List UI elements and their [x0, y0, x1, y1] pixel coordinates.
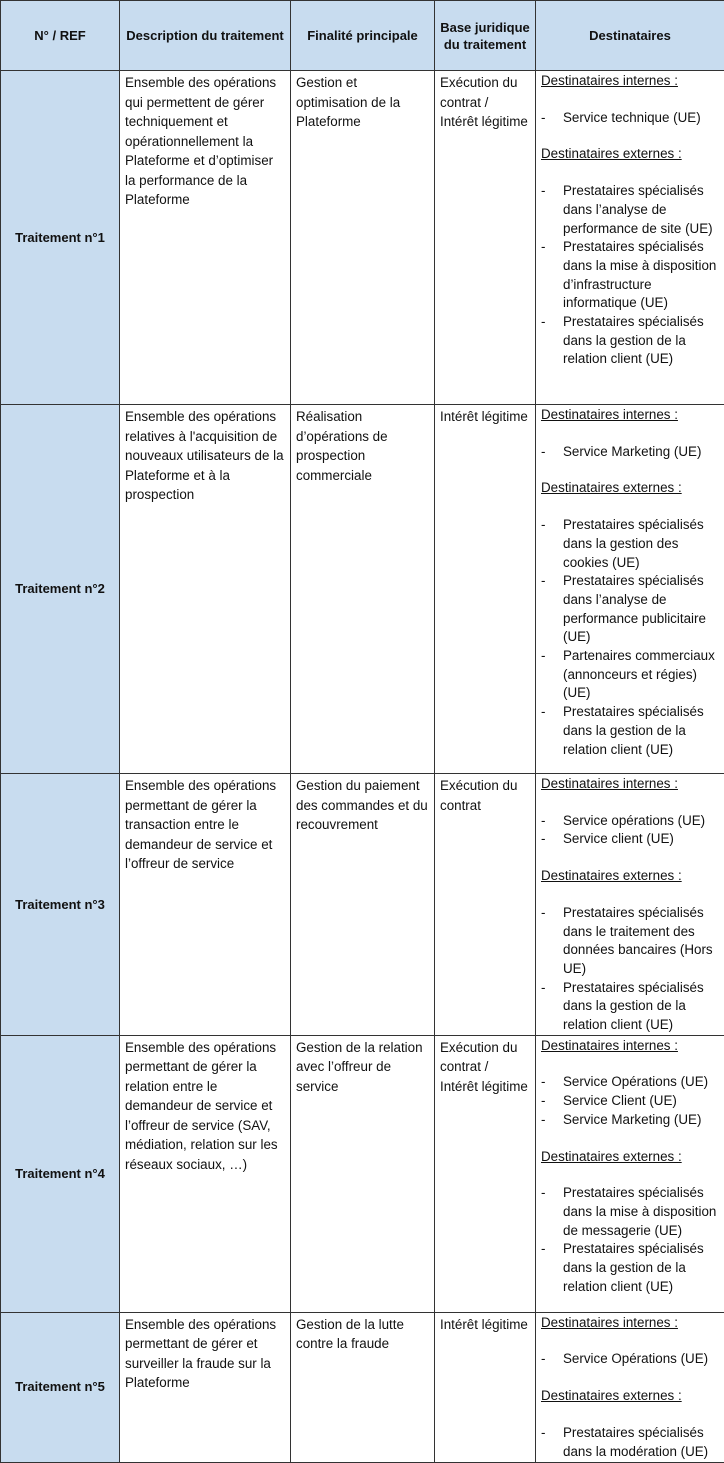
row-destinataires: [536, 1312, 724, 1462]
spacer: [541, 127, 720, 145]
bullet-dash: -: [541, 1350, 563, 1369]
recipient-text: Service technique (UE): [563, 109, 701, 128]
spacer: [541, 849, 720, 867]
internal-recipients-label: Destinataires internes :: [541, 72, 720, 91]
list-item: [541, 516, 720, 572]
internal-recipients-list: [541, 1350, 720, 1369]
row-ref: Traitement n°1: [1, 71, 120, 405]
recipient-text: Prestataires spécialisés dans la gestion de la relation client (UE): [563, 979, 720, 1035]
recipient-text: Prestataires spécialisés dans la gestion de la relation client (UE): [563, 313, 720, 369]
row-description: Ensemble des opérations qui permettent de gérer techniquement et opérationnellement la Plateforme et d’optimiser la performance de la Plateforme: [120, 71, 291, 405]
recipient-text: Service client (UE): [563, 830, 674, 849]
bullet-dash: -: [541, 1424, 563, 1461]
row-description: Ensemble des opérations permettant de gérer et surveiller la fraude sur la Plateforme: [120, 1312, 291, 1462]
row-finalite: Gestion de la relation avec l’offreur de service: [291, 1035, 435, 1312]
bullet-dash: -: [541, 572, 563, 647]
list-item: [541, 1184, 720, 1240]
spacer: [541, 1055, 720, 1073]
spacer: [541, 1406, 720, 1424]
external-recipients-list: [541, 904, 720, 1035]
internal-recipients-label: Destinataires internes :: [541, 406, 720, 425]
list-item: [541, 1424, 720, 1461]
recipient-text: Prestataires spécialisés dans la modération (UE): [563, 1424, 720, 1461]
internal-recipients-label: Destinataires internes :: [541, 1037, 720, 1056]
bullet-dash: -: [541, 1240, 563, 1296]
list-item: [541, 182, 720, 238]
row-ref: Traitement n°4: [1, 1035, 120, 1312]
external-recipients-list: [541, 1184, 720, 1296]
row-ref: Traitement n°3: [1, 774, 120, 1036]
recipient-text: Prestataires spécialisés dans l’analyse de performance publicitaire (UE): [563, 572, 720, 647]
spacer: [541, 1166, 720, 1184]
recipient-text: Service opérations (UE): [563, 812, 705, 831]
list-item: [541, 979, 720, 1035]
list-item: [541, 647, 720, 703]
row-base: Exécution du contrat: [435, 774, 536, 1036]
external-recipients-label: Destinataires externes :: [541, 479, 720, 498]
spacer: [541, 498, 720, 516]
recipient-text: Prestataires spécialisés dans la gestion des cookies (UE): [563, 516, 720, 572]
row-base: Exécution du contrat / Intérêt légitime: [435, 71, 536, 405]
header-destinataires: Destinataires: [536, 1, 724, 71]
header-ref: N° / REF: [1, 1, 120, 71]
external-recipients-list: [541, 182, 720, 369]
bullet-dash: -: [541, 1073, 563, 1092]
table-row: [1, 774, 724, 1036]
external-recipients-label: Destinataires externes :: [541, 867, 720, 886]
header-base: Base juridique du traitement: [435, 1, 536, 71]
spacer: [541, 461, 720, 479]
bullet-dash: -: [541, 1092, 563, 1111]
list-item: [541, 443, 720, 462]
spacer: [541, 794, 720, 812]
spacer: [541, 91, 720, 109]
bullet-dash: -: [541, 812, 563, 831]
row-destinataires: [536, 71, 724, 405]
bullet-dash: -: [541, 830, 563, 849]
header-finalite: Finalité principale: [291, 1, 435, 71]
table-row: [1, 1035, 724, 1312]
list-item: [541, 1111, 720, 1130]
row-base: Intérêt légitime: [435, 405, 536, 774]
bullet-dash: -: [541, 1111, 563, 1130]
list-item: [541, 572, 720, 647]
list-item: [541, 904, 720, 979]
internal-recipients-list: [541, 812, 720, 849]
external-recipients-list: [541, 516, 720, 759]
row-description: Ensemble des opérations permettant de gérer la transaction entre le demandeur de service et l’offreur de service: [120, 774, 291, 1036]
recipient-text: Service Opérations (UE): [563, 1350, 708, 1369]
bullet-dash: -: [541, 979, 563, 1035]
internal-recipients-label: Destinataires internes :: [541, 775, 720, 794]
bullet-dash: -: [541, 238, 563, 313]
row-description: Ensemble des opérations relatives à l'acquisition de nouveaux utilisateurs de la Plateforme et à la prospection: [120, 405, 291, 774]
row-finalite: Réalisation d’opérations de prospection commerciale: [291, 405, 435, 774]
internal-recipients-list: [541, 109, 720, 128]
recipient-text: Prestataires spécialisés dans l’analyse de performance de site (UE): [563, 182, 720, 238]
recipient-text: Prestataires spécialisés dans la mise à disposition de messagerie (UE): [563, 1184, 720, 1240]
list-item: [541, 109, 720, 128]
list-item: [541, 703, 720, 759]
recipient-text: Service Marketing (UE): [563, 443, 701, 462]
bullet-dash: -: [541, 1184, 563, 1240]
header-description: Description du traitement: [120, 1, 291, 71]
internal-recipients-list: [541, 1073, 720, 1129]
table-row: [1, 1312, 724, 1462]
bullet-dash: -: [541, 313, 563, 369]
bullet-dash: -: [541, 516, 563, 572]
external-recipients-label: Destinataires externes :: [541, 1387, 720, 1406]
recipient-text: Service Opérations (UE): [563, 1073, 708, 1092]
recipient-text: Prestataires spécialisés dans le traitement des données bancaires (Hors UE): [563, 904, 720, 979]
row-finalite: Gestion de la lutte contre la fraude: [291, 1312, 435, 1462]
list-item: [541, 1092, 720, 1111]
header-row: [1, 1, 724, 71]
recipient-text: Prestataires spécialisés dans la mise à disposition d’infrastructure informatique (UE): [563, 238, 720, 313]
bullet-dash: -: [541, 182, 563, 238]
spacer: [541, 164, 720, 182]
table-body: [1, 71, 724, 1463]
internal-recipients-list: [541, 443, 720, 462]
list-item: [541, 1073, 720, 1092]
recipient-text: Prestataires spécialisés dans la gestion de la relation client (UE): [563, 703, 720, 759]
spacer: [541, 1369, 720, 1387]
row-base: Intérêt légitime: [435, 1312, 536, 1462]
spacer: [541, 1332, 720, 1350]
list-item: [541, 313, 720, 369]
row-destinataires: [536, 1035, 724, 1312]
bullet-dash: -: [541, 703, 563, 759]
recipient-text: Prestataires spécialisés dans la gestion de la relation client (UE): [563, 1240, 720, 1296]
list-item: [541, 1350, 720, 1369]
list-item: [541, 812, 720, 831]
table-row: [1, 71, 724, 405]
external-recipients-label: Destinataires externes :: [541, 1148, 720, 1167]
spacer: [541, 425, 720, 443]
external-recipients-label: Destinataires externes :: [541, 145, 720, 164]
table-row: [1, 405, 724, 774]
row-finalite: Gestion et optimisation de la Plateforme: [291, 71, 435, 405]
spacer: [541, 1130, 720, 1148]
recipient-text: Partenaires commerciaux (annonceurs et régies) (UE): [563, 647, 720, 703]
bullet-dash: -: [541, 443, 563, 462]
row-ref: Traitement n°5: [1, 1312, 120, 1462]
row-ref: Traitement n°2: [1, 405, 120, 774]
row-finalite: Gestion du paiement des commandes et du recouvrement: [291, 774, 435, 1036]
row-description: Ensemble des opérations permettant de gérer la relation entre le demandeur de service et l’offreur de service (SAV, médiation, relation sur les réseaux sociaux, …): [120, 1035, 291, 1312]
bullet-dash: -: [541, 109, 563, 128]
recipient-text: Service Marketing (UE): [563, 1111, 701, 1130]
row-base: Exécution du contrat / Intérêt légitime: [435, 1035, 536, 1312]
row-destinataires: [536, 405, 724, 774]
row-destinataires: [536, 774, 724, 1036]
list-item: [541, 1240, 720, 1296]
recipient-text: Service Client (UE): [563, 1092, 677, 1111]
spacer: [541, 886, 720, 904]
list-item: [541, 830, 720, 849]
list-item: [541, 238, 720, 313]
internal-recipients-label: Destinataires internes :: [541, 1314, 720, 1333]
external-recipients-list: [541, 1424, 720, 1461]
bullet-dash: -: [541, 904, 563, 979]
bullet-dash: -: [541, 647, 563, 703]
